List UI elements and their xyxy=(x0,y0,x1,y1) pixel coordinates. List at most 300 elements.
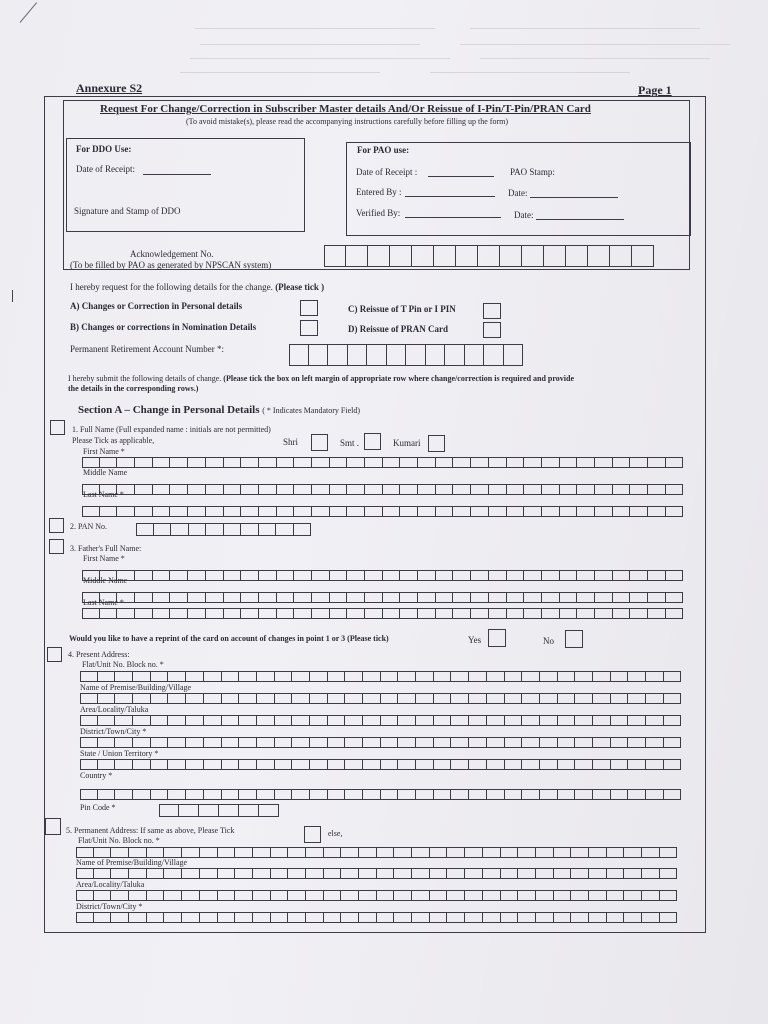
char-box[interactable] xyxy=(400,608,418,619)
char-box[interactable] xyxy=(416,789,434,800)
char-box[interactable] xyxy=(135,608,153,619)
char-box[interactable] xyxy=(188,592,206,603)
char-box[interactable] xyxy=(153,484,171,495)
char-box[interactable] xyxy=(206,608,224,619)
char-box[interactable] xyxy=(471,484,489,495)
char-box[interactable] xyxy=(577,506,595,517)
char-box[interactable] xyxy=(624,890,642,901)
char-box[interactable] xyxy=(310,737,328,748)
char-box[interactable] xyxy=(613,506,631,517)
verified-date-field[interactable] xyxy=(536,219,624,220)
char-box[interactable] xyxy=(434,715,452,726)
char-box[interactable] xyxy=(253,868,271,879)
char-box[interactable] xyxy=(239,789,257,800)
char-box[interactable] xyxy=(571,868,589,879)
char-box[interactable] xyxy=(383,457,401,468)
char-box[interactable] xyxy=(365,608,383,619)
char-box[interactable] xyxy=(129,890,147,901)
char-box[interactable] xyxy=(434,789,452,800)
char-box[interactable] xyxy=(277,608,295,619)
char-box[interactable] xyxy=(660,847,678,858)
char-box[interactable] xyxy=(253,847,271,858)
char-box[interactable] xyxy=(412,912,430,923)
char-box[interactable] xyxy=(595,457,613,468)
char-box[interactable] xyxy=(222,693,240,704)
char-box[interactable] xyxy=(111,847,129,858)
char-box[interactable] xyxy=(471,506,489,517)
pran-number-boxes[interactable] xyxy=(289,344,523,366)
char-box[interactable] xyxy=(489,506,507,517)
char-box[interactable] xyxy=(288,868,306,879)
char-box[interactable] xyxy=(153,592,171,603)
char-box[interactable] xyxy=(129,847,147,858)
char-box[interactable] xyxy=(642,868,660,879)
char-box[interactable] xyxy=(377,890,395,901)
char-box[interactable] xyxy=(80,789,98,800)
char-box[interactable] xyxy=(642,890,660,901)
char-box[interactable] xyxy=(660,912,678,923)
char-box[interactable] xyxy=(398,737,416,748)
char-box[interactable] xyxy=(80,693,98,704)
char-box[interactable] xyxy=(558,737,576,748)
char-box[interactable] xyxy=(436,592,454,603)
char-box[interactable] xyxy=(359,912,377,923)
char-box[interactable] xyxy=(542,592,560,603)
char-box[interactable] xyxy=(418,506,436,517)
char-box[interactable] xyxy=(418,592,436,603)
char-box[interactable] xyxy=(536,912,554,923)
char-box[interactable] xyxy=(80,671,98,682)
char-box[interactable] xyxy=(206,506,224,517)
char-box[interactable] xyxy=(168,693,186,704)
char-box[interactable] xyxy=(611,671,629,682)
char-box[interactable] xyxy=(200,868,218,879)
char-box[interactable] xyxy=(436,570,454,581)
q1-margin-checkbox[interactable] xyxy=(50,420,65,435)
char-box[interactable] xyxy=(501,912,519,923)
char-box[interactable] xyxy=(328,737,346,748)
char-box[interactable] xyxy=(188,484,206,495)
char-box[interactable] xyxy=(98,671,116,682)
char-box[interactable] xyxy=(542,506,560,517)
char-box[interactable] xyxy=(554,847,572,858)
char-box[interactable] xyxy=(277,570,295,581)
char-box[interactable] xyxy=(398,789,416,800)
char-box[interactable] xyxy=(271,890,289,901)
char-box[interactable] xyxy=(400,592,418,603)
char-box[interactable] xyxy=(575,759,593,770)
char-box[interactable] xyxy=(76,868,94,879)
char-box[interactable] xyxy=(400,506,418,517)
char-box[interactable] xyxy=(324,890,342,901)
ack-number-boxes[interactable] xyxy=(324,245,654,267)
q1-middle-name-boxes[interactable] xyxy=(82,484,683,495)
char-box[interactable] xyxy=(200,912,218,923)
char-box[interactable] xyxy=(469,693,487,704)
option-c-checkbox[interactable] xyxy=(483,303,501,319)
char-box[interactable] xyxy=(218,847,236,858)
char-box[interactable] xyxy=(330,457,348,468)
char-box[interactable] xyxy=(664,715,682,726)
char-box[interactable] xyxy=(363,737,381,748)
char-box[interactable] xyxy=(133,693,151,704)
char-box[interactable] xyxy=(330,570,348,581)
char-box[interactable] xyxy=(94,868,112,879)
char-box[interactable] xyxy=(206,457,224,468)
char-box[interactable] xyxy=(186,693,204,704)
char-box[interactable] xyxy=(111,868,129,879)
char-box[interactable] xyxy=(593,693,611,704)
char-box[interactable] xyxy=(235,890,253,901)
char-box[interactable] xyxy=(660,868,678,879)
char-box[interactable] xyxy=(624,847,642,858)
char-box[interactable] xyxy=(593,789,611,800)
char-box[interactable] xyxy=(164,847,182,858)
char-box[interactable] xyxy=(595,592,613,603)
char-box[interactable] xyxy=(664,759,682,770)
char-box[interactable] xyxy=(222,759,240,770)
char-box[interactable] xyxy=(560,608,578,619)
char-box[interactable] xyxy=(257,715,275,726)
q5-same-checkbox[interactable] xyxy=(304,826,321,843)
char-box[interactable] xyxy=(204,759,222,770)
char-box[interactable] xyxy=(560,570,578,581)
char-box[interactable] xyxy=(277,506,295,517)
char-box[interactable] xyxy=(536,868,554,879)
char-box[interactable] xyxy=(359,890,377,901)
char-box[interactable] xyxy=(451,671,469,682)
char-box[interactable] xyxy=(170,484,188,495)
char-box[interactable] xyxy=(170,506,188,517)
char-box[interactable] xyxy=(239,693,257,704)
char-box[interactable] xyxy=(129,912,147,923)
char-box[interactable] xyxy=(111,890,129,901)
char-box[interactable] xyxy=(294,570,312,581)
char-box[interactable] xyxy=(341,890,359,901)
char-box[interactable] xyxy=(310,671,328,682)
char-box[interactable] xyxy=(611,737,629,748)
char-box[interactable] xyxy=(239,715,257,726)
char-box[interactable] xyxy=(430,890,448,901)
char-box[interactable] xyxy=(434,693,452,704)
char-box[interactable] xyxy=(292,693,310,704)
char-box[interactable] xyxy=(394,890,412,901)
char-box[interactable] xyxy=(151,693,169,704)
char-box[interactable] xyxy=(501,868,519,879)
char-box[interactable] xyxy=(277,484,295,495)
char-box[interactable] xyxy=(98,759,116,770)
char-box[interactable] xyxy=(611,789,629,800)
char-box[interactable] xyxy=(416,693,434,704)
char-box[interactable] xyxy=(188,570,206,581)
char-box[interactable] xyxy=(412,868,430,879)
char-box[interactable] xyxy=(76,912,94,923)
char-box[interactable] xyxy=(365,592,383,603)
char-box[interactable] xyxy=(430,847,448,858)
char-box[interactable] xyxy=(416,715,434,726)
char-box[interactable] xyxy=(524,608,542,619)
char-box[interactable] xyxy=(381,737,399,748)
char-box[interactable] xyxy=(522,671,540,682)
char-box[interactable] xyxy=(151,759,169,770)
char-box[interactable] xyxy=(292,715,310,726)
option-b-checkbox[interactable] xyxy=(300,320,318,336)
char-box[interactable] xyxy=(400,457,418,468)
char-box[interactable] xyxy=(239,671,257,682)
char-box[interactable] xyxy=(418,570,436,581)
char-box[interactable] xyxy=(288,890,306,901)
char-box[interactable] xyxy=(347,608,365,619)
char-box[interactable] xyxy=(507,608,525,619)
char-box[interactable] xyxy=(611,759,629,770)
char-box[interactable] xyxy=(330,484,348,495)
char-box[interactable] xyxy=(412,847,430,858)
char-box[interactable] xyxy=(224,608,242,619)
char-box[interactable] xyxy=(522,693,540,704)
char-box[interactable] xyxy=(365,506,383,517)
char-box[interactable] xyxy=(288,847,306,858)
char-box[interactable] xyxy=(186,715,204,726)
char-box[interactable] xyxy=(507,592,525,603)
char-box[interactable] xyxy=(630,484,648,495)
char-box[interactable] xyxy=(558,759,576,770)
char-box[interactable] xyxy=(383,592,401,603)
char-box[interactable] xyxy=(646,759,664,770)
char-box[interactable] xyxy=(628,737,646,748)
char-box[interactable] xyxy=(257,693,275,704)
char-box[interactable] xyxy=(505,693,523,704)
char-box[interactable] xyxy=(133,671,151,682)
char-box[interactable] xyxy=(648,570,666,581)
char-box[interactable] xyxy=(518,890,536,901)
char-box[interactable] xyxy=(451,789,469,800)
char-box[interactable] xyxy=(115,789,133,800)
char-box[interactable] xyxy=(628,693,646,704)
char-box[interactable] xyxy=(554,912,572,923)
char-box[interactable] xyxy=(257,789,275,800)
char-box[interactable] xyxy=(558,789,576,800)
char-box[interactable] xyxy=(117,608,135,619)
char-box[interactable] xyxy=(540,789,558,800)
char-box[interactable] xyxy=(310,715,328,726)
char-box[interactable] xyxy=(117,457,135,468)
char-box[interactable] xyxy=(294,457,312,468)
char-box[interactable] xyxy=(170,608,188,619)
char-box[interactable] xyxy=(471,457,489,468)
char-box[interactable] xyxy=(595,484,613,495)
char-box[interactable] xyxy=(595,506,613,517)
q4-state-boxes[interactable] xyxy=(80,759,681,770)
char-box[interactable] xyxy=(522,715,540,726)
char-box[interactable] xyxy=(430,912,448,923)
char-box[interactable] xyxy=(200,847,218,858)
char-box[interactable] xyxy=(558,715,576,726)
pao-date-field[interactable] xyxy=(428,176,494,177)
char-box[interactable] xyxy=(453,570,471,581)
char-box[interactable] xyxy=(501,847,519,858)
char-box[interactable] xyxy=(271,868,289,879)
char-box[interactable] xyxy=(487,759,505,770)
char-box[interactable] xyxy=(436,608,454,619)
char-box[interactable] xyxy=(630,570,648,581)
char-box[interactable] xyxy=(235,912,253,923)
char-box[interactable] xyxy=(80,759,98,770)
char-box[interactable] xyxy=(398,715,416,726)
char-box[interactable] xyxy=(381,715,399,726)
char-box[interactable] xyxy=(471,570,489,581)
char-box[interactable] xyxy=(524,592,542,603)
char-box[interactable] xyxy=(416,671,434,682)
char-box[interactable] xyxy=(381,789,399,800)
char-box[interactable] xyxy=(275,789,293,800)
char-box[interactable] xyxy=(275,693,293,704)
char-box[interactable] xyxy=(147,912,165,923)
char-box[interactable] xyxy=(235,868,253,879)
char-box[interactable] xyxy=(487,737,505,748)
char-box[interactable] xyxy=(363,671,381,682)
char-box[interactable] xyxy=(522,789,540,800)
char-box[interactable] xyxy=(235,847,253,858)
char-box[interactable] xyxy=(312,484,330,495)
char-box[interactable] xyxy=(505,789,523,800)
char-box[interactable] xyxy=(536,847,554,858)
char-box[interactable] xyxy=(115,715,133,726)
char-box[interactable] xyxy=(575,693,593,704)
char-box[interactable] xyxy=(648,457,666,468)
char-box[interactable] xyxy=(151,715,169,726)
char-box[interactable] xyxy=(294,484,312,495)
char-box[interactable] xyxy=(430,868,448,879)
char-box[interactable] xyxy=(451,693,469,704)
char-box[interactable] xyxy=(259,592,277,603)
char-box[interactable] xyxy=(151,671,169,682)
char-box[interactable] xyxy=(76,890,94,901)
char-box[interactable] xyxy=(666,570,684,581)
char-box[interactable] xyxy=(147,847,165,858)
q4-area-boxes[interactable] xyxy=(80,715,681,726)
char-box[interactable] xyxy=(487,693,505,704)
char-box[interactable] xyxy=(312,570,330,581)
char-box[interactable] xyxy=(451,715,469,726)
char-box[interactable] xyxy=(135,506,153,517)
char-box[interactable] xyxy=(611,693,629,704)
char-box[interactable] xyxy=(204,693,222,704)
char-box[interactable] xyxy=(648,592,666,603)
q4-margin-checkbox[interactable] xyxy=(47,647,62,662)
char-box[interactable] xyxy=(188,608,206,619)
char-box[interactable] xyxy=(489,457,507,468)
char-box[interactable] xyxy=(204,715,222,726)
char-box[interactable] xyxy=(98,715,116,726)
char-box[interactable] xyxy=(434,671,452,682)
char-box[interactable] xyxy=(483,890,501,901)
char-box[interactable] xyxy=(133,759,151,770)
char-box[interactable] xyxy=(613,592,631,603)
reprint-no-checkbox[interactable] xyxy=(565,630,583,648)
char-box[interactable] xyxy=(593,671,611,682)
char-box[interactable] xyxy=(117,506,135,517)
verified-by-field[interactable] xyxy=(405,217,501,218)
char-box[interactable] xyxy=(115,693,133,704)
char-box[interactable] xyxy=(507,570,525,581)
char-box[interactable] xyxy=(222,671,240,682)
char-box[interactable] xyxy=(418,484,436,495)
char-box[interactable] xyxy=(82,506,100,517)
char-box[interactable] xyxy=(646,671,664,682)
char-box[interactable] xyxy=(206,592,224,603)
char-box[interactable] xyxy=(100,506,118,517)
char-box[interactable] xyxy=(394,912,412,923)
char-box[interactable] xyxy=(400,484,418,495)
char-box[interactable] xyxy=(540,671,558,682)
reprint-yes-checkbox[interactable] xyxy=(488,629,506,647)
char-box[interactable] xyxy=(275,759,293,770)
char-box[interactable] xyxy=(589,912,607,923)
char-box[interactable] xyxy=(418,608,436,619)
char-box[interactable] xyxy=(239,737,257,748)
char-box[interactable] xyxy=(524,506,542,517)
char-box[interactable] xyxy=(151,789,169,800)
char-box[interactable] xyxy=(271,912,289,923)
char-box[interactable] xyxy=(560,592,578,603)
char-box[interactable] xyxy=(483,868,501,879)
char-box[interactable] xyxy=(577,484,595,495)
char-box[interactable] xyxy=(642,912,660,923)
char-box[interactable] xyxy=(518,868,536,879)
char-box[interactable] xyxy=(507,457,525,468)
char-box[interactable] xyxy=(577,457,595,468)
char-box[interactable] xyxy=(383,506,401,517)
char-box[interactable] xyxy=(624,868,642,879)
char-box[interactable] xyxy=(398,693,416,704)
char-box[interactable] xyxy=(436,506,454,517)
char-box[interactable] xyxy=(294,592,312,603)
char-box[interactable] xyxy=(135,484,153,495)
char-box[interactable] xyxy=(222,737,240,748)
char-box[interactable] xyxy=(182,890,200,901)
char-box[interactable] xyxy=(188,457,206,468)
char-box[interactable] xyxy=(613,570,631,581)
char-box[interactable] xyxy=(646,693,664,704)
char-box[interactable] xyxy=(76,847,94,858)
char-box[interactable] xyxy=(241,592,259,603)
char-box[interactable] xyxy=(453,592,471,603)
char-box[interactable] xyxy=(593,759,611,770)
char-box[interactable] xyxy=(347,457,365,468)
char-box[interactable] xyxy=(111,912,129,923)
char-box[interactable] xyxy=(416,759,434,770)
q5-district-boxes[interactable] xyxy=(76,912,677,923)
char-box[interactable] xyxy=(575,671,593,682)
char-box[interactable] xyxy=(94,847,112,858)
char-box[interactable] xyxy=(345,737,363,748)
char-box[interactable] xyxy=(507,484,525,495)
char-box[interactable] xyxy=(129,868,147,879)
char-box[interactable] xyxy=(571,912,589,923)
char-box[interactable] xyxy=(412,890,430,901)
char-box[interactable] xyxy=(398,759,416,770)
char-box[interactable] xyxy=(593,715,611,726)
char-box[interactable] xyxy=(453,457,471,468)
char-box[interactable] xyxy=(666,506,684,517)
char-box[interactable] xyxy=(257,759,275,770)
char-box[interactable] xyxy=(345,759,363,770)
char-box[interactable] xyxy=(135,592,153,603)
char-box[interactable] xyxy=(275,737,293,748)
char-box[interactable] xyxy=(434,759,452,770)
char-box[interactable] xyxy=(206,570,224,581)
q5-premise-boxes[interactable] xyxy=(76,868,677,879)
